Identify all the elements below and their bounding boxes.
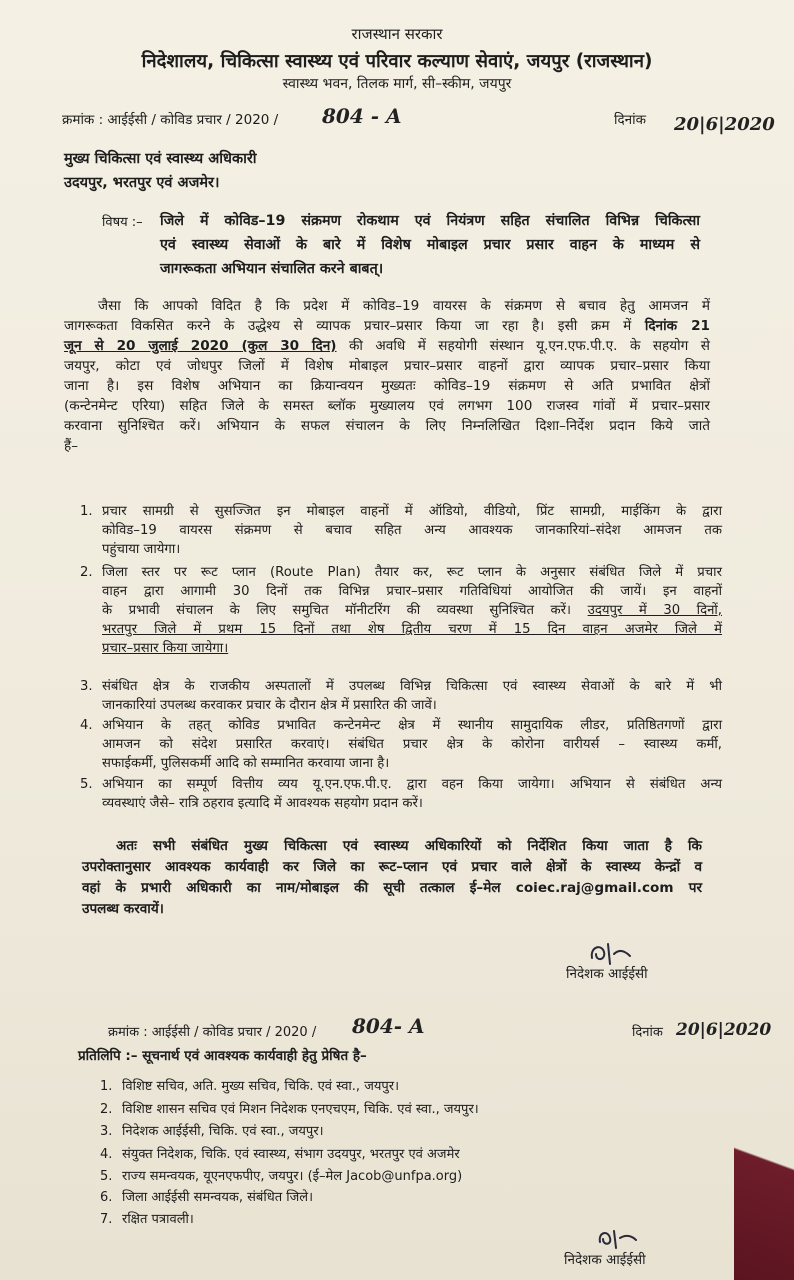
guideline-line: आमजन को संदेश प्रसारित करवाएं। संबंधित प्रचार क्षेत्र के कोरोना वारीयर्स – स्वास्थ्य कर्मी,: [102, 737, 722, 752]
copy-recipient: [100, 1145, 460, 1164]
closing-text: वहां के प्रभारी अधिकारी का नाम/मोबाइल की सूची तत्काल ई–मेल: [82, 880, 516, 896]
guideline-number: 4.: [80, 718, 93, 733]
subject-label: विषय :–: [102, 215, 143, 230]
guideline-line: वाहन द्वारा आगामी 30 दिनों तक विभिन्न प्रचार–प्रसार गतिविधियां आयोजित की जायें। इन वाहनों: [102, 584, 722, 599]
guideline-line: संबंधित क्षेत्र के राजकीय अस्पतालों में उपलब्ध विभिन्न चिकित्सा एवं स्वास्थ्य सेवाओं के बारे में भी: [102, 679, 722, 694]
campaign-period: जून से 20 जुलाई 2020 (कुल 30 दिन): [64, 338, 337, 354]
body-line: जयपुर, कोटा एवं जोधपुर जिलों में विशेष मोबाइल प्रचार–प्रसार वाहनों द्वारा व्यापक प्रचार–प्रसार किया: [64, 358, 710, 374]
copy-number: 5.: [100, 1169, 113, 1184]
body-paragraph: [64, 296, 710, 456]
closing-line: [82, 878, 702, 899]
copy-recipient: [100, 1122, 324, 1141]
copy-number: 7.: [100, 1212, 113, 1227]
copy-recipient: [100, 1188, 313, 1207]
date-handwritten: 20|6|2020: [674, 114, 775, 135]
udaipur-schedule: उदयपुर में 30 दिनों,: [587, 603, 723, 618]
copy-reference-handwritten: 804- A: [352, 1014, 425, 1038]
body-line: [64, 316, 710, 336]
guideline-number: 5.: [80, 777, 93, 792]
copy-recipient: [100, 1210, 194, 1229]
department-name: निदेशालय, चिकित्सा स्वास्थ्य एवं परिवार कल्याण सेवाएं, जयपुर (राजस्थान): [141, 51, 653, 72]
department-address: स्वास्थ्य भवन, तिलक मार्ग, सी–स्कीम, जयपुर: [282, 76, 512, 92]
guideline-line: अभियान के तहत् कोविड प्रभावित कन्टेनमेन्ट क्षेत्र में स्थानीय सामुदायिक लीडर, प्रतिष्ठितगणों द्वारा: [102, 718, 722, 733]
date-label: दिनांक: [614, 112, 647, 128]
copy-number: 6.: [100, 1190, 113, 1205]
body-text: की अवधि में सहयोगी संस्थान यू.एन.एफ.पी.ए. के सहयोग से: [336, 338, 710, 354]
guideline-number: 2.: [80, 565, 93, 580]
copy-text: विशिष्ट सचिव, अति. मुख्य सचिव, चिकि. एवं स्वा., जयपुर।: [122, 1079, 400, 1094]
guideline-line: पहुंचाया जायेगा।: [102, 542, 181, 557]
campaign-start-date: दिनांक 21: [644, 318, 710, 334]
body-line: (कन्टेनमेन्ट एरिया) सहित जिले के समस्त ब्लॉक मुख्यालय एवं लगभग 100 राजस्व गांवों में प्रचार–प्रसार: [64, 398, 710, 414]
copy-text: राज्य समन्वयक, यूएनएफपीए, जयपुर। (ई–मेल Jacob@unfpa.org): [122, 1169, 463, 1184]
copy-number: 4.: [100, 1147, 113, 1162]
copy-date-label: दिनांक: [632, 1025, 663, 1040]
guideline-line: प्रचार सामग्री से सुसज्जित इन मोबाइल वाहनों में ऑडियो, वीडियो, प्रिंट सामग्री, माईकिंग के द्वारा: [102, 504, 722, 519]
addressee-title: मुख्य चिकित्सा एवं स्वास्थ्य अधिकारी: [64, 151, 257, 167]
closing-line: उपलब्ध करवायें।: [82, 901, 164, 917]
copy-text: संयुक्त निदेशक, चिकि. एवं स्वास्थ्य, संभाग उदयपुर, भरतपुर एवं अजमेर: [122, 1147, 460, 1162]
reference-number-label: क्रमांक : आईईसी / कोविड प्रचार / 2020 /: [62, 112, 279, 128]
govt-name: राजस्थान सरकार: [351, 25, 443, 43]
copy-reference-label: क्रमांक : आईईसी / कोविड प्रचार / 2020 /: [108, 1025, 317, 1040]
guideline-line: [102, 601, 722, 620]
guideline-line: अभियान का सम्पूर्ण वित्तीय व्यय यू.एन.एफ.पी.ए. द्वारा वहन किया जायेगा। अभियान से संबंधित अन्य: [102, 777, 722, 792]
signatory-title: निदेशक आईईसी: [566, 966, 648, 982]
guideline-line: जिला स्तर पर रूट प्लान (Route Plan) तैयार कर, रूट प्लान के अनुसार संबंधित जिले में प्रचार: [102, 565, 722, 580]
copy-text: निदेशक आईईसी, चिकि. एवं स्वा., जयपुर।: [122, 1124, 324, 1139]
subject-line: जागरूकता अभियान संचालित करने बाबत्।: [160, 261, 384, 277]
guideline-number: 1.: [80, 504, 93, 519]
copy-heading-label: प्रतिलिपि :–: [78, 1048, 138, 1064]
closing-line: उपरोक्तानुसार आवश्यक कार्यवाही कर जिले का रूट–प्लान एवं प्रचार वाले क्षेत्रों के स्वास्थ्य केन्द्रों व: [82, 859, 702, 875]
closing-paragraph: [82, 836, 702, 920]
copy-text: विशिष्ट शासन सचिव एवं मिशन निदेशक एनएचएम, चिकि. एवं स्वा., जयपुर।: [122, 1102, 479, 1117]
body-text: जागरूकता विकसित करने के उद्धेश्य से व्यापक प्रचार–प्रसार किया जा रहा है। इसी क्रम में: [64, 318, 645, 334]
body-line: जाना है। इस विशेष अभियान का क्रियान्वयन मुख्यतः कोविड–19 संक्रमण से अति प्रभावित क्षेत्रों: [64, 378, 710, 394]
copy-recipient: [100, 1077, 399, 1096]
copy-heading-text: सूचनार्थ एवं आवश्यक कार्यवाही हेतु प्रेषित है–: [137, 1048, 367, 1064]
closing-text: पर: [673, 880, 703, 896]
guideline-line: प्रचार–प्रसार किया जायेगा।: [102, 641, 229, 656]
background-edge: [734, 1080, 794, 1280]
subject-line: एवं स्वास्थ्य सेवाओं के बारे में विशेष मोबाइल प्रचार प्रसार वाहन के माध्यम से: [160, 237, 700, 253]
guideline-line: कोविड–19 वायरस संक्रमण से बचाव सहित अन्य आवश्यक जानकारियां–संदेश आमजन तक: [102, 523, 722, 538]
copy-date-handwritten: 20|6|2020: [676, 1020, 772, 1040]
subject-line: जिले में कोविड–19 संक्रमण रोकथाम एवं नियंत्रण सहित संचालित विभिन्न चिकित्सा: [160, 213, 700, 229]
copy-number: 3.: [100, 1124, 113, 1139]
copy-recipient: [100, 1100, 479, 1119]
reference-number-handwritten: 804 - A: [322, 104, 402, 128]
copy-text: जिला आईईसी समन्वयक, संबंधित जिले।: [122, 1190, 314, 1205]
bharatpur-ajmer-schedule: भरतपुर जिले में प्रथम 15 दिनों तथा शेष द्वितीय चरण में 15 दिन वाहन अजमेर जिले में: [102, 622, 722, 637]
body-line: हैं–: [64, 438, 79, 454]
copy-recipient: [100, 1167, 462, 1186]
body-line: जैसा कि आपको विदित है कि प्रदेश में कोविड–19 वायरस के संक्रमण से बचाव हेतु आमजन में: [98, 298, 710, 314]
closing-line: अतः सभी संबंधित मुख्य चिकित्सा एवं स्वास्थ्य अधिकारियों को निर्देशित किया जाता है कि: [116, 838, 702, 854]
guideline-line: जानकारियां उपलब्ध करवाकर प्रचार के दौरान क्षेत्र में प्रसारित की जावें।: [102, 698, 437, 713]
copy-number: 2.: [100, 1102, 113, 1117]
body-line: करवाना सुनिश्चित करें। अभियान के सफल संचालन के लिए निम्नलिखित दिशा–निर्देश प्रदान किये जाते: [64, 418, 710, 434]
guideline-line: सफाईकर्मी, पुलिसकर्मी आदि को सम्मानित करवाया जाना है।: [102, 756, 390, 771]
addressee-districts: उदयपुर, भरतपुर एवं अजमेर।: [64, 175, 220, 191]
copy-text: रक्षित पत्रावली।: [122, 1212, 194, 1227]
contact-email[interactable]: coiec.raj@gmail.com: [515, 880, 674, 896]
guideline-line: व्यवस्थाएं जैसे– रात्रि ठहराव इत्यादि में आवश्यक सहयोग प्रदान करें।: [102, 796, 423, 811]
copy-heading: [78, 1046, 367, 1064]
signatory-title: निदेशक आईईसी: [564, 1252, 646, 1268]
signature-scribble: [594, 1226, 648, 1252]
subject-text: [160, 209, 700, 281]
body-line: [64, 336, 710, 356]
copy-number: 1.: [100, 1079, 113, 1094]
guideline-text: के प्रभावी संचालन के लिए समुचित मॉनीटरिंग की व्यवस्था सुनिश्चित करें।: [102, 603, 588, 618]
guideline-number: 3.: [80, 679, 93, 694]
